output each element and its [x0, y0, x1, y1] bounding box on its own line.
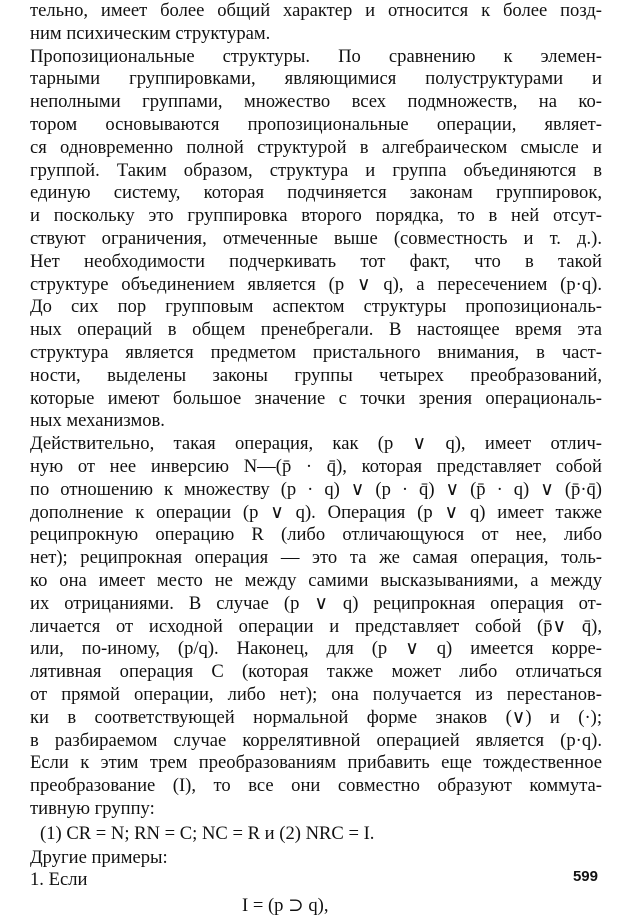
example-item-label: 1. Если — [30, 869, 88, 891]
text-line: преобразование (I), то все они совместно образуют коммута- — [30, 775, 602, 797]
text-line: единую систему, которая подчиняется законам группировок, — [30, 182, 602, 204]
text-line: До сих пор групповым аспектом структуры пропозициональ- — [30, 296, 602, 318]
text-line: Если к этим трем преобразованиям прибавить еще тождественное — [30, 752, 602, 774]
text-line: которые имеют большое значение с точки зрения операциональ- — [30, 387, 602, 409]
text-line: ко она имеет место не между самими высказываниями, а между — [30, 569, 602, 591]
text-line: тельно, имеет более общий характер и относится к более позд- — [30, 0, 602, 21]
text-line: их отрицаниями. В случае (p ∨ q) реципрокная операция от- — [30, 592, 602, 614]
text-line: ся одновременно полной структурой в алгебраическом смысле и — [30, 136, 602, 158]
text-line: ствуют ограничения, отмеченные выше (совместность и т. д.). — [30, 227, 602, 249]
text-line: в разбираемом случае коррелятивной операцией является (p·q). — [30, 729, 602, 751]
text-line: ности, выделены законы группы четырех преобразований, — [30, 364, 602, 386]
text-line: реципрокную операцию R (либо отличающуюся от нее, либо — [30, 524, 602, 546]
text-line: нет); реципрокная операция — это та же самая операция, толь- — [30, 547, 602, 569]
text-line: Пропозициональные структуры. По сравнению к элемен- — [30, 45, 602, 67]
text-line: ним психическим структурам. — [30, 22, 271, 44]
text-line: тивную группу: — [30, 797, 155, 819]
text-line: ных механизмов. — [30, 410, 165, 432]
formula-implication: I = (p ⊃ q), — [242, 895, 329, 917]
text-line: и поскольку это группировка второго порядка, то в ней отсут- — [30, 205, 602, 227]
text-line: тором основываются пропозициональные операции, являет- — [30, 113, 602, 135]
text-line: ную от нее инверсию N—(p̄ · q̄), которая представляет собой — [30, 455, 602, 477]
text-line: или, по-иному, (p/q). Наконец, для (p ∨ q) имеется корре- — [30, 638, 602, 660]
text-line: по отношению к множеству (p · q) ∨ (p · q̄) ∨ (p̄ · q) ∨ (p̄·q̄) — [30, 478, 602, 500]
text-line: неполными группами, множество всех подмножеств, на ко- — [30, 91, 602, 113]
formula-group-relations: (1) CR = N; RN = C; NC = R и (2) NRC = I. — [40, 822, 375, 844]
text-line: группой. Таким образом, структура и группа объединяются в — [30, 159, 602, 181]
text-line: ных операций в общем пренебрегали. В настоящее время эта — [30, 319, 602, 341]
page-number: 599 — [572, 868, 598, 885]
text-line: лятивная операция C (которая также может либо отличаться — [30, 661, 602, 683]
document-page — [30, 0, 602, 920]
other-examples-heading: Другие примеры: — [30, 846, 168, 868]
text-line: дополнение к операции (p ∨ q). Операция (p ∨ q) имеет также — [30, 501, 602, 523]
text-line: Нет необходимости подчеркивать тот факт, что в такой — [30, 250, 602, 272]
text-line: структура является предметом пристального внимания, в част- — [30, 341, 602, 363]
text-line: от прямой операции, либо нет); она получается из перестанов- — [30, 683, 602, 705]
text-line: личается от исходной операции и представляет собой (p̄∨ q̄), — [30, 615, 602, 637]
text-line: тарными группировками, являющимися полуструктурами и — [30, 68, 602, 90]
text-line: структуре объединением является (p ∨ q), а пересечением (p·q). — [30, 273, 602, 295]
text-line: Действительно, такая операция, как (p ∨ q), имеет отлич- — [30, 433, 602, 455]
text-line: ки в соответствующей нормальной форме знаков (∨) и (·); — [30, 706, 602, 728]
